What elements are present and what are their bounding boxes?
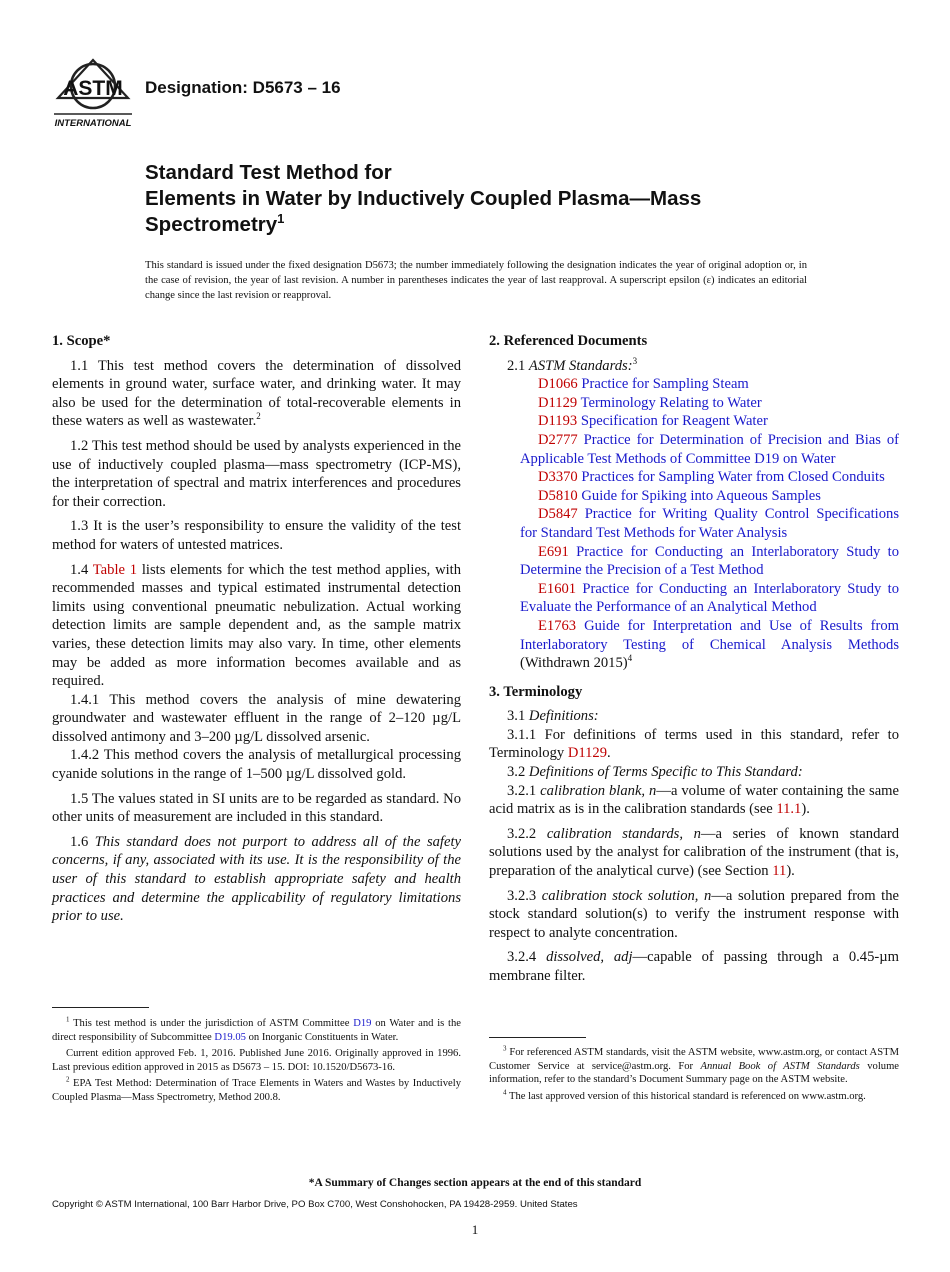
footnote-1 [52, 1017, 461, 1044]
section-heading-referenced-documents: 2. Referenced Documents [489, 333, 648, 349]
reference-title-link[interactable]: Practice for Determination of Precision and Bias of Applicable Test Methods of Committee D19 on Water [520, 431, 899, 467]
copyright-line: Copyright © ASTM International, 100 Barr Harbor Drive, PO Box C700, West Conshohocken, PA 19428-2959. United States [52, 1199, 578, 1210]
subsection-3-2 [489, 763, 899, 782]
footnote-ref-2[interactable]: 2 [256, 411, 261, 422]
footnote-3 [489, 1046, 899, 1087]
paragraph-1-6-text: This standard does not purport to address all of the safety concerns, if any, associated with its use. It is the responsibility of the user of this standard to establish appropriate safety and health practices and determine the applicability of regulatory limitations prior to use. [52, 833, 461, 925]
paragraph-1-4-text: lists elements for which the test method applies, with recommended masses and typical estimated instrumental detection limits using conventional pneumatic nebulization. Actual working detection limits are sample dependent and, as the sample matrix varies, these detection limits may also vary. In time, other elements may be added as more information becomes available and as required. [52, 561, 462, 690]
right-column [489, 332, 899, 986]
footnote-rule-right [489, 1037, 586, 1038]
paragraph-1-6 [52, 833, 461, 926]
footnote-2 [52, 1077, 461, 1104]
reference-item-e1763 [489, 617, 899, 673]
definition-3-2-3-term: calibration stock solution, n [541, 887, 712, 904]
reference-item-d3370 [489, 468, 899, 487]
definition-3-2-4-term: dissolved, adj [546, 949, 633, 966]
table-1-link[interactable]: Table 1 [92, 561, 138, 578]
paragraph-1-2: 1.2 This test method should be used by analysts experienced in the use of inductively coupled plasma—mass spectrometry (ICP-MS), the interpretation of spectral and matrix interferences and procedures for their correction. [52, 437, 461, 510]
reference-item-e691 [489, 543, 899, 580]
reference-item-d1129 [489, 394, 899, 413]
footnote-ref-4[interactable]: 4 [627, 653, 633, 664]
footnote-3-text-a: For referenced ASTM standards, visit the ASTM website, www.astm.org, or contact ASTM Customer Service at service@astm.org. For [489, 1047, 899, 1072]
astm-logo-icon [52, 58, 134, 132]
reference-title-link[interactable]: Practice for Writing Quality Control Specifications for Standard Test Methods for Water Analysis [520, 506, 899, 541]
reference-code-link[interactable]: D1129 [538, 394, 578, 411]
definition-3-2-2-text: —a series of known standard solutions used by the analyst for calibration of the instrument (that is, preparation of the analytical curve) (see Section [489, 825, 900, 880]
footnote-1-edition: Current edition approved Feb. 1, 2016. Published June 2016. Originally approved in 1996. Last previous edition approved in 2015 as D5673 – 15. DOI: 10.1520/D5673-16. [52, 1048, 461, 1073]
title-footnote-mark[interactable]: 1 [277, 211, 285, 227]
summary-of-changes-note: *A Summary of Changes section appears at the end of this standard [308, 1177, 642, 1189]
reference-item-d1066 [489, 375, 899, 394]
title-line-1: Standard Test Method for [145, 161, 392, 184]
footnote-3-mark: 3 [503, 1044, 507, 1053]
subsection-3-1 [489, 707, 899, 726]
footnote-1-text-b: on Water and is the direct responsibility of Subcommittee [52, 1018, 461, 1043]
subsection-2-1-label: ASTM Standards: [528, 357, 633, 374]
paragraph-1-4-2: 1.4.2 This method covers the analysis of metallurgical processing cyanide solutions in the range of 1–500 µg/L dissolved gold. [52, 747, 461, 783]
paragraph-1-5: 1.5 The values stated in SI units are to be regarded as standard. No other units of measurement are included in this standard. [52, 790, 461, 826]
subsection-3-1-label: Definitions: [528, 708, 599, 725]
definition-3-2-3 [489, 887, 899, 943]
footnote-2-mark: 2 [66, 1075, 70, 1084]
definition-3-2-1-num: 3.2.1 [507, 782, 537, 799]
footnotes-right [489, 1046, 899, 1106]
footnote-rule-left [52, 1007, 149, 1008]
reference-code-link[interactable]: D5810 [538, 487, 578, 504]
title-line-3-text: Spectrometry [145, 213, 278, 236]
reference-code-link[interactable]: E691 [538, 543, 569, 560]
subsection-3-2-num: 3.2 [507, 764, 526, 781]
definition-3-2-4-text: —capable of passing through a 0.45-µm membrane filter. [489, 949, 899, 984]
reference-item-d2777 [489, 431, 899, 468]
footnote-1-text-c: on Inorganic Constituents in Water. [248, 1031, 399, 1043]
reference-code-link[interactable]: D5847 [538, 506, 578, 523]
footnote-3-text-b: volume information, refer to the standard’s Document Summary page on the ASTM website. [489, 1060, 900, 1086]
definition-3-2-3-num: 3.2.3 [507, 887, 537, 904]
footnote-ref-3[interactable]: 3 [632, 355, 638, 366]
reference-title-link[interactable]: Practice for Conducting an Interlaboratory Study to Determine the Precision of a Test Method [520, 543, 899, 579]
reference-title-link[interactable]: Guide for Interpretation and Use of Results from Interlaboratory Testing of Chemical Analysis Methods [520, 617, 900, 653]
paragraph-1-1 [52, 357, 461, 431]
reference-title-link[interactable]: Practices for Sampling Water from Closed Conduits [581, 469, 885, 486]
paragraph-1-4 [52, 561, 461, 691]
reference-code-link[interactable]: D2777 [538, 431, 578, 448]
footnote-2-text: EPA Test Method: Determination of Trace Elements in Waters and Wastes by Inductively Coupled Plasma—Mass Spectrometry, Method 200.8. [52, 1078, 461, 1103]
designation: Designation: D5673 – 16 [145, 78, 341, 97]
intro-paragraph: This standard is issued under the fixed designation D5673; the number immediately following the designation indicates the year of original adoption or, in the case of revision, the year of last revision. A number in parentheses indicates the year of last reapproval. A superscript epsilon (ε) indicates an editorial change since the last revision or reapproval. [145, 260, 807, 301]
definition-3-2-4-num: 3.2.4 [507, 949, 537, 966]
reference-item-e1601 [489, 580, 899, 617]
subsection-2-1 [489, 357, 899, 376]
astm-logo [52, 58, 134, 132]
d1129-link[interactable]: D1129 [567, 745, 608, 762]
reference-title-link[interactable]: Terminology Relating to Water [580, 394, 762, 411]
reference-code-link[interactable]: D3370 [538, 469, 578, 486]
reference-item-d5810 [489, 487, 899, 506]
title-line-2: Elements in Water by Inductively Coupled Plasma—Mass [145, 187, 702, 210]
definition-3-2-2-num: 3.2.2 [507, 825, 537, 842]
paragraph-3-1-1-text: 3.1.1 For definitions of terms used in this standard, refer to Terminology [489, 726, 899, 762]
section-heading-scope: 1. Scope* [52, 333, 111, 349]
reference-code-link[interactable]: D1193 [538, 413, 578, 430]
logo-text: ASTM [63, 77, 123, 100]
footnote-3-italic: Annual Book of ASTM Standards [700, 1060, 860, 1072]
definition-3-2-2-term: calibration standards, n [546, 825, 701, 842]
subsection-3-1-num: 3.1 [507, 708, 526, 725]
document-title [145, 160, 845, 238]
reference-list [489, 375, 899, 673]
definition-3-2-1: 3.2.1 calibration blank, n—a volume of water containing the same acid matrix as is in the calibration standards (see 11.1). [489, 782, 899, 818]
definition-3-2-1-text: —a volume of water containing the same acid matrix as is in the calibration standards (see [489, 782, 899, 818]
reference-title-link[interactable]: Practice for Conducting an Interlaboratory Study to Evaluate the Performance of an Analytical Method [520, 580, 899, 616]
footnote-4-mark: 4 [503, 1088, 507, 1097]
paragraph-1-3: 1.3 It is the user’s responsibility to ensure the validity of the test method for waters of untested matrices. [52, 518, 461, 553]
footnote-1-text-a: This test method is under the jurisdiction of ASTM Committee [73, 1018, 350, 1029]
footnote-4-text: The last approved version of this historical standard is referenced on www.astm.org. [508, 1090, 866, 1102]
left-column [52, 332, 461, 926]
definition-3-2-3-text: —a solution prepared from the stock standard solution(s) to verify the instrument response with respect to analyte concentration. [489, 887, 899, 941]
section-11-1-link[interactable]: 11.1 [776, 801, 802, 818]
footnotes-left [52, 1017, 461, 1108]
footnote-1-mark: 1 [66, 1015, 70, 1024]
paragraph-3-1-1: 3.1.1 For definitions of terms used in this standard, refer to Terminology D1129. [489, 726, 899, 762]
page-number: 1 [471, 1222, 479, 1237]
definition-3-2-1-term: calibration blank, n [540, 782, 657, 799]
reference-title-link[interactable]: Guide for Spiking into Aqueous Samples [581, 487, 821, 504]
section-11-link[interactable]: 11 [772, 863, 787, 880]
paragraph-1-4-1: 1.4.1 This method covers the analysis of mine dewatering groundwater and wastewater effluent in the range of 2–120 µg/L dissolved antimony and 3–200 µg/L dissolved arsenic. [52, 691, 461, 745]
reference-item-d5847 [489, 505, 899, 542]
reference-item-d1193 [489, 412, 899, 431]
subsection-3-2-label: Definitions of Terms Specific to This Standard: [528, 764, 803, 781]
definition-3-2-2: 3.2.2 calibration standards, n—a series of known standard solutions used by the analyst for calibration of the instrument (that is, preparation of the analytical curve) (see Section 11). [489, 825, 900, 880]
logo-subtext: INTERNATIONAL [54, 118, 132, 129]
reference-code-link[interactable]: D1066 [538, 376, 578, 393]
subcommittee-d19-05-link[interactable]: D19.05 [214, 1031, 246, 1043]
title-line-3 [145, 212, 845, 238]
paragraph-1-6-num: 1.6 [70, 833, 89, 850]
reference-code-link[interactable]: E1763 [538, 617, 577, 634]
section-heading-terminology: 3. Terminology [489, 683, 583, 700]
reference-note: (Withdrawn 2015) [520, 655, 628, 672]
paragraph-1-4-num: 1.4 [70, 561, 89, 578]
reference-title-link[interactable]: Practice for Sampling Steam [581, 376, 749, 393]
reference-title-link[interactable]: Specification for Reagent Water [580, 413, 768, 430]
subsection-2-1-num: 2.1 [507, 357, 526, 374]
definition-3-2-4 [489, 948, 899, 985]
committee-d19-link[interactable]: D19 [353, 1018, 372, 1029]
reference-code-link[interactable]: E1601 [538, 580, 577, 597]
paragraph-1-1-text: 1.1 This test method covers the determination of dissolved elements in ground water, surface water, and drinking water. It may also be used for the determination of total-recoverable elements in these waters as well as wastewater. [52, 357, 461, 430]
footnote-4 [489, 1090, 899, 1104]
